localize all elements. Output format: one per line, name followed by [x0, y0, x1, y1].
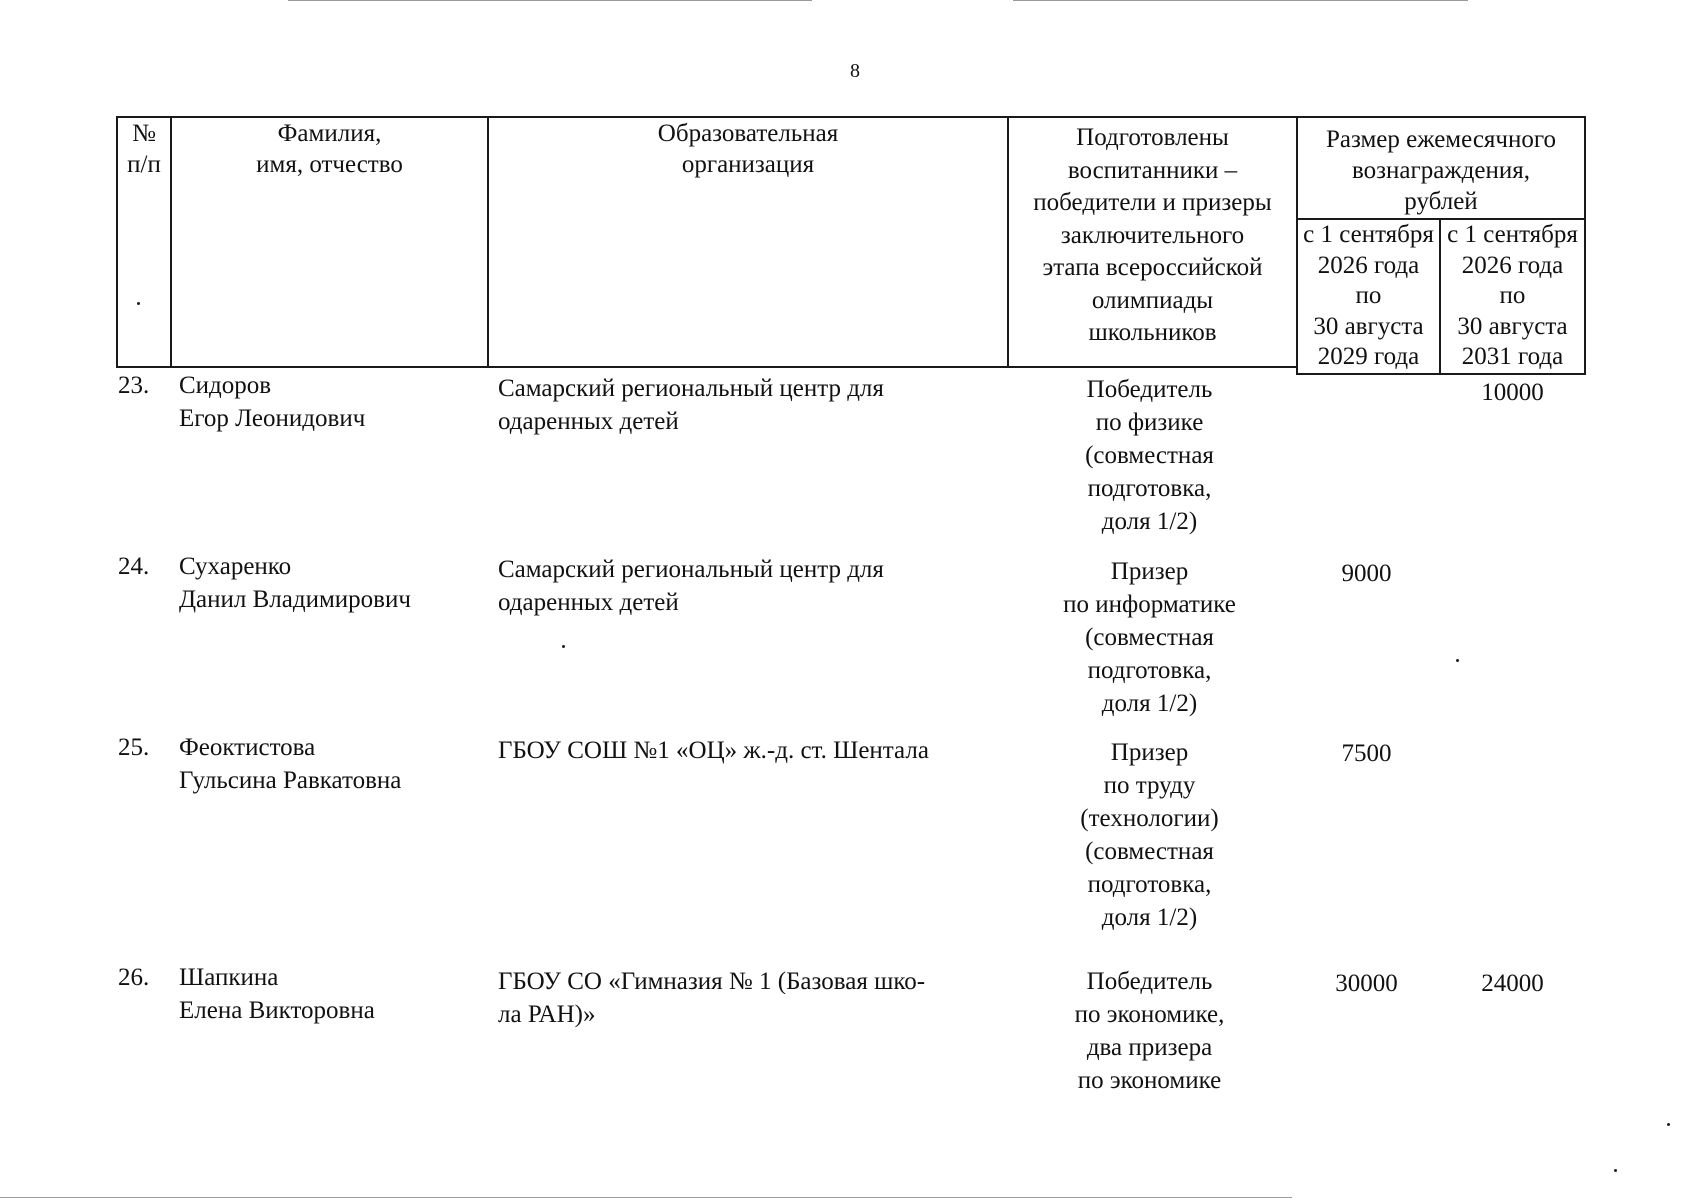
row-result-line: доля 1/2) — [1101, 690, 1198, 717]
header-period-2029-line: по — [1355, 282, 1382, 309]
header-period-2031-line: 2026 года — [1461, 251, 1564, 279]
row-full-name-line: Сидоров — [179, 372, 272, 399]
row-full-name — [179, 731, 401, 797]
scan-speck — [1456, 659, 1459, 662]
header-period-2029-line: 30 августа — [1313, 312, 1424, 340]
row-full-name — [179, 961, 375, 1027]
header-result-line: этапа всероссийской — [1042, 254, 1263, 281]
row-full-name — [179, 550, 411, 616]
header-period-2029-line: 2029 года — [1317, 343, 1420, 370]
row-result-line: подготовка, — [1087, 657, 1212, 684]
row-result — [1013, 555, 1286, 720]
header-bottom-border-right — [1297, 373, 1586, 375]
header-period-2029-line: с 1 сентября — [1303, 221, 1434, 248]
header-period-2031 — [1441, 220, 1584, 373]
header-result-line: школьников — [1088, 319, 1217, 346]
header-number-line: п/п — [127, 151, 161, 178]
header-organization — [489, 118, 1007, 180]
header-full-name — [172, 118, 487, 180]
row-full-name-line: Данил Владимирович — [179, 586, 411, 613]
row-result-line: (совместная — [1085, 442, 1214, 469]
row-full-name-line: Егор Леонидович — [179, 405, 366, 432]
row-number: 25. — [118, 734, 150, 761]
header-number-line: № — [132, 120, 156, 147]
row-result-line: Победитель — [1086, 968, 1213, 995]
row-result-line: (технологии) — [1080, 805, 1219, 832]
row-organization-line: ла РАН)» — [498, 1001, 596, 1028]
row-number: 23. — [118, 372, 150, 399]
row-result — [1013, 373, 1286, 538]
row-full-name — [179, 369, 365, 435]
row-amount-2029: 30000 — [1335, 970, 1398, 997]
row-organization — [498, 553, 884, 619]
header-border-7 — [1584, 116, 1586, 375]
row-full-name-line: Елена Викторовна — [179, 997, 375, 1024]
row-organization — [498, 965, 925, 1031]
header-result-line: воспитанники – — [1067, 156, 1238, 184]
row-result-line: два призера — [1086, 1034, 1213, 1061]
row-result — [1013, 965, 1286, 1097]
row-result-line: (совместная — [1085, 624, 1214, 651]
row-full-name-line: Гульсина Равкатовна — [179, 767, 402, 794]
row-result — [1013, 736, 1286, 934]
row-result-line: доля 1/2) — [1101, 508, 1198, 535]
scan-speck — [1614, 1169, 1617, 1172]
header-amount-line: рублей — [1404, 188, 1478, 215]
header-amount-line: Размер ежемесячного — [1325, 126, 1557, 153]
row-organization — [498, 734, 929, 767]
header-period-2031-line: с 1 сентября — [1447, 221, 1578, 248]
header-result — [1009, 122, 1296, 350]
row-full-name-line: Сухаренко — [179, 553, 292, 580]
row-result-line: Победитель — [1086, 376, 1213, 403]
row-result-line: по экономике — [1077, 1067, 1222, 1094]
header-period-2029-line: 2026 года — [1317, 251, 1420, 279]
row-organization-line: одаренных детей — [498, 589, 679, 616]
header-full-name-line: имя, отчество — [256, 151, 403, 178]
scan-speck — [562, 645, 565, 648]
header-period-2031-line: 30 августа — [1457, 312, 1568, 340]
row-result-line: по информатике — [1063, 591, 1236, 618]
scan-speck — [1667, 1123, 1670, 1126]
row-full-name-line: Шапкина — [179, 964, 279, 991]
row-amount-2031: 10000 — [1481, 379, 1544, 406]
scan-edge-bottom — [0, 1197, 1292, 1198]
scan-edge-top-left — [288, 0, 812, 1]
row-number: 26. — [118, 964, 150, 991]
header-amount-line: вознаграждения, — [1352, 157, 1530, 184]
scan-edge-top-right — [1013, 0, 1468, 1]
scan-speck — [137, 302, 140, 305]
row-result-line: Призер — [1110, 558, 1189, 585]
row-organization-line: ГБОУ СОШ №1 «ОЦ» ж.-д. ст. Шентала — [498, 737, 929, 764]
header-organization-line: Образовательная — [657, 120, 839, 147]
row-amount-2029: 7500 — [1341, 740, 1392, 767]
row-organization — [498, 372, 884, 438]
header-result-line: заключительного — [1060, 221, 1245, 249]
row-result-line: подготовка, — [1087, 475, 1212, 502]
header-result-line: победители и призеры — [1033, 189, 1272, 216]
header-full-name-line: Фамилия, — [277, 120, 382, 147]
row-full-name-line: Феоктистова — [179, 734, 316, 761]
row-organization-line: Самарский региональный центр для — [498, 556, 884, 583]
page-number: 8 — [850, 60, 860, 82]
header-period-2031-line: 2031 года — [1461, 343, 1564, 370]
row-result-line: по экономике, — [1074, 1001, 1225, 1028]
row-result-line: Призер — [1110, 739, 1189, 766]
row-result-line: по труду — [1103, 772, 1196, 799]
row-number: 24. — [118, 553, 150, 580]
header-period-2031-line: по — [1499, 282, 1526, 309]
row-result-line: подготовка, — [1087, 871, 1212, 898]
row-organization-line: одаренных детей — [498, 408, 679, 435]
row-result-line: доля 1/2) — [1101, 904, 1198, 931]
header-result-line: Подготовлены — [1076, 124, 1229, 151]
header-period-2029 — [1298, 220, 1439, 373]
header-number — [118, 118, 170, 180]
row-organization-line: ГБОУ СО «Гимназия № 1 (Базовая шко- — [498, 968, 926, 995]
row-result-line: (совместная — [1085, 838, 1214, 865]
row-result-line: по физике — [1095, 409, 1204, 436]
header-result-line: олимпиады — [1091, 286, 1214, 314]
row-amount-2029: 9000 — [1341, 560, 1392, 587]
row-amount-2031: 24000 — [1481, 970, 1544, 997]
header-amount — [1298, 124, 1584, 217]
header-bottom-border-left — [116, 366, 1297, 368]
header-organization-line: организация — [681, 151, 815, 178]
row-organization-line: Самарский региональный центр для — [498, 375, 884, 402]
